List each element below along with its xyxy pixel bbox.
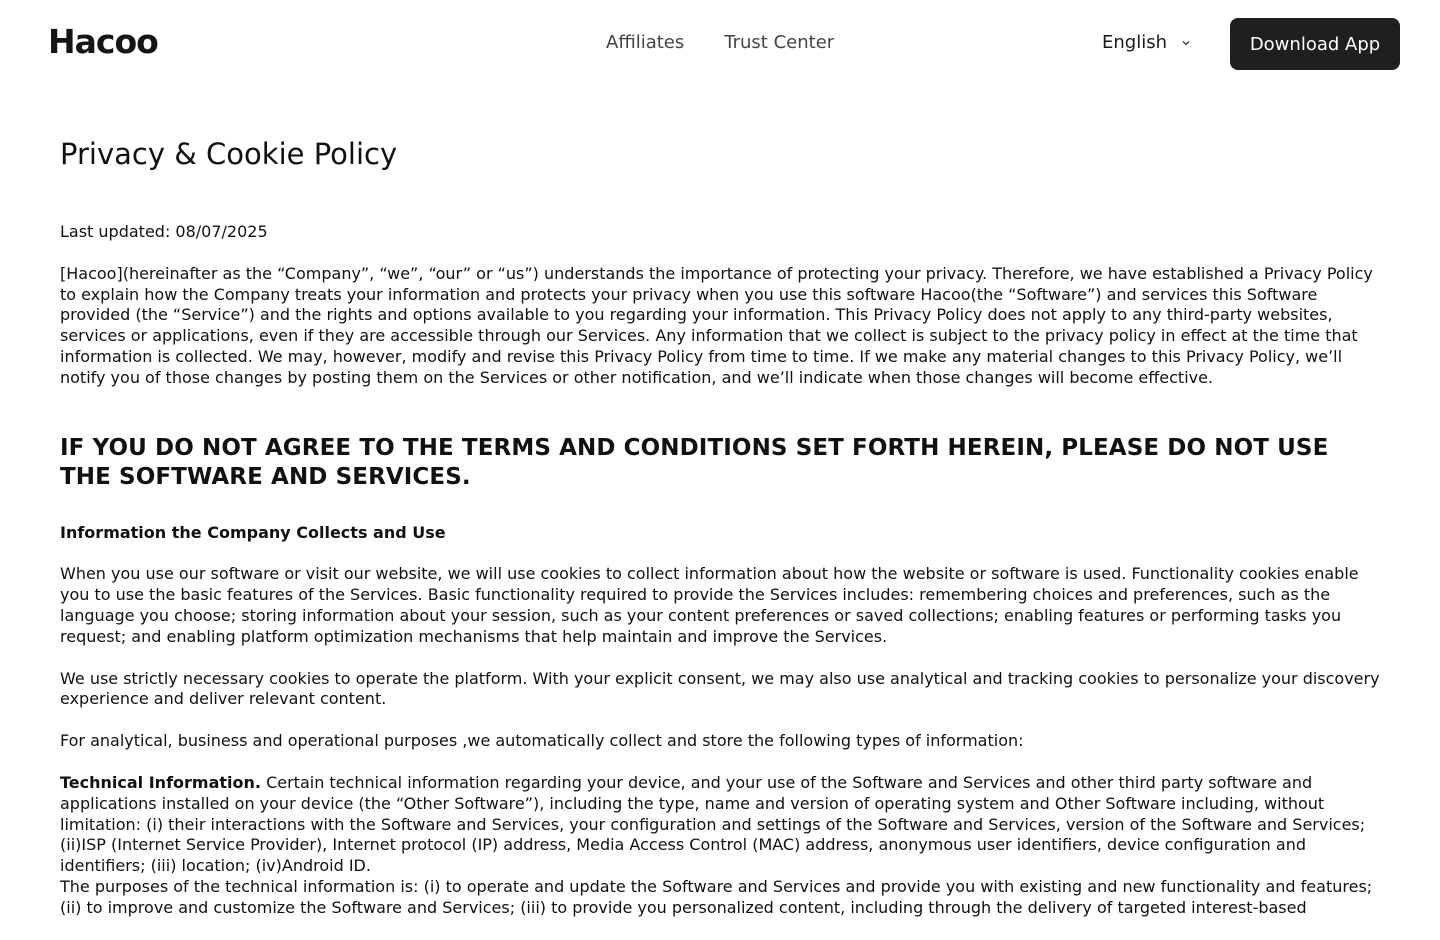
main-nav: [606, 31, 834, 55]
nav-link-trust-center[interactable]: Trust Center: [724, 32, 835, 53]
section-heading: Information the Company Collects and Use: [60, 522, 446, 542]
hacoo-logo[interactable]: Hacoo: [48, 22, 158, 61]
technical-info-label: Technical Information.: [60, 772, 261, 792]
terms-warning: IF YOU DO NOT AGREE TO THE TERMS AND CONDITIONS SET FORTH HEREIN, PLEASE DO NOT USE THE SOFTWARE AND SERVICES.: [60, 434, 1329, 490]
consent-paragraph: We use strictly necessary cookies to operate the platform. With your explicit consent, we may also use analytical and tracking cookies to personalize your discovery experience and deliver relevant content.: [60, 668, 1380, 709]
technical-info-paragraph: [60, 773, 1382, 877]
technical-purposes-paragraph: The purposes of the technical information is: (i) to operate and update the Software and Services and provide you with existing and new functionality and features; (ii) to improve and customize the Software and Services; (iii) to provide you personalized content, including through the delivery of targeted interest-based: [60, 876, 1373, 917]
chevron-down-icon: [1179, 36, 1193, 50]
intro-paragraph: [Hacoo](hereinafter as the “Company”, “we”, “our” or “us”) understands the importance of protecting your privacy. Therefore, we have established a Privacy Policy to explain how the Company treats your information and protects your privacy when you use this software Hacoo(the “Software”) and services this Software provided (the “Service”) and the rights and options available to you regarding your information. This Privacy Policy does not apply to any third-party websites, services or applications, even if they are accessible through our Services. Any information that we collect is subject to the privacy policy in effect at the time that information is collected. We may, however, modify and revise this Privacy Policy from time to time. If we make any material changes to this Privacy Policy, we’ll notify you of those changes by posting them on the Services or other notification, and we’ll indicate when those changes will become effective.: [60, 263, 1373, 387]
page-title: Privacy & Cookie Policy: [60, 137, 398, 171]
last-updated: Last updated: 08/07/2025: [60, 222, 268, 241]
site-header: [0, 0, 1440, 88]
policy-content: [60, 136, 1382, 940]
download-app-button[interactable]: Download App: [1230, 18, 1400, 70]
language-label: English: [1102, 32, 1167, 53]
nav-link-affiliates[interactable]: Affiliates: [606, 32, 685, 53]
cookies-paragraph: When you use our software or visit our website, we will use cookies to collect information about how the website or software is used. Functionality cookies enable you to use the basic features of the Services. Basic functionality required to provide the Services includes: remembering choices and preferences, such as the language you choose; storing information about your session, such as your content preferences or saved collections; enabling features or performing tasks you request; and enabling platform optimization mechanisms that help maintain and improve the Services.: [60, 564, 1359, 646]
technical-info-text: Certain technical information regarding your device, and your use of the Software and Services and other third party software and applications installed on your device (the “Other Software”), including the type, name and version of operating system and Other Software including, without limitation: (i) their interactions with the Software and Services, your configuration and settings of the Software and Services, version of the Software and Services; (ii)ISP (Internet Service Provider), Internet protocol (IP) address, Media Access Control (MAC) address, anonymous user identifiers, device configuration and identifiers; (iii) location; (iv)Android ID.: [60, 772, 1366, 876]
language-selector[interactable]: [1102, 31, 1193, 55]
purposes-paragraph: For analytical, business and operational purposes ,we automatically collect and store the following types of information:: [60, 731, 1024, 751]
